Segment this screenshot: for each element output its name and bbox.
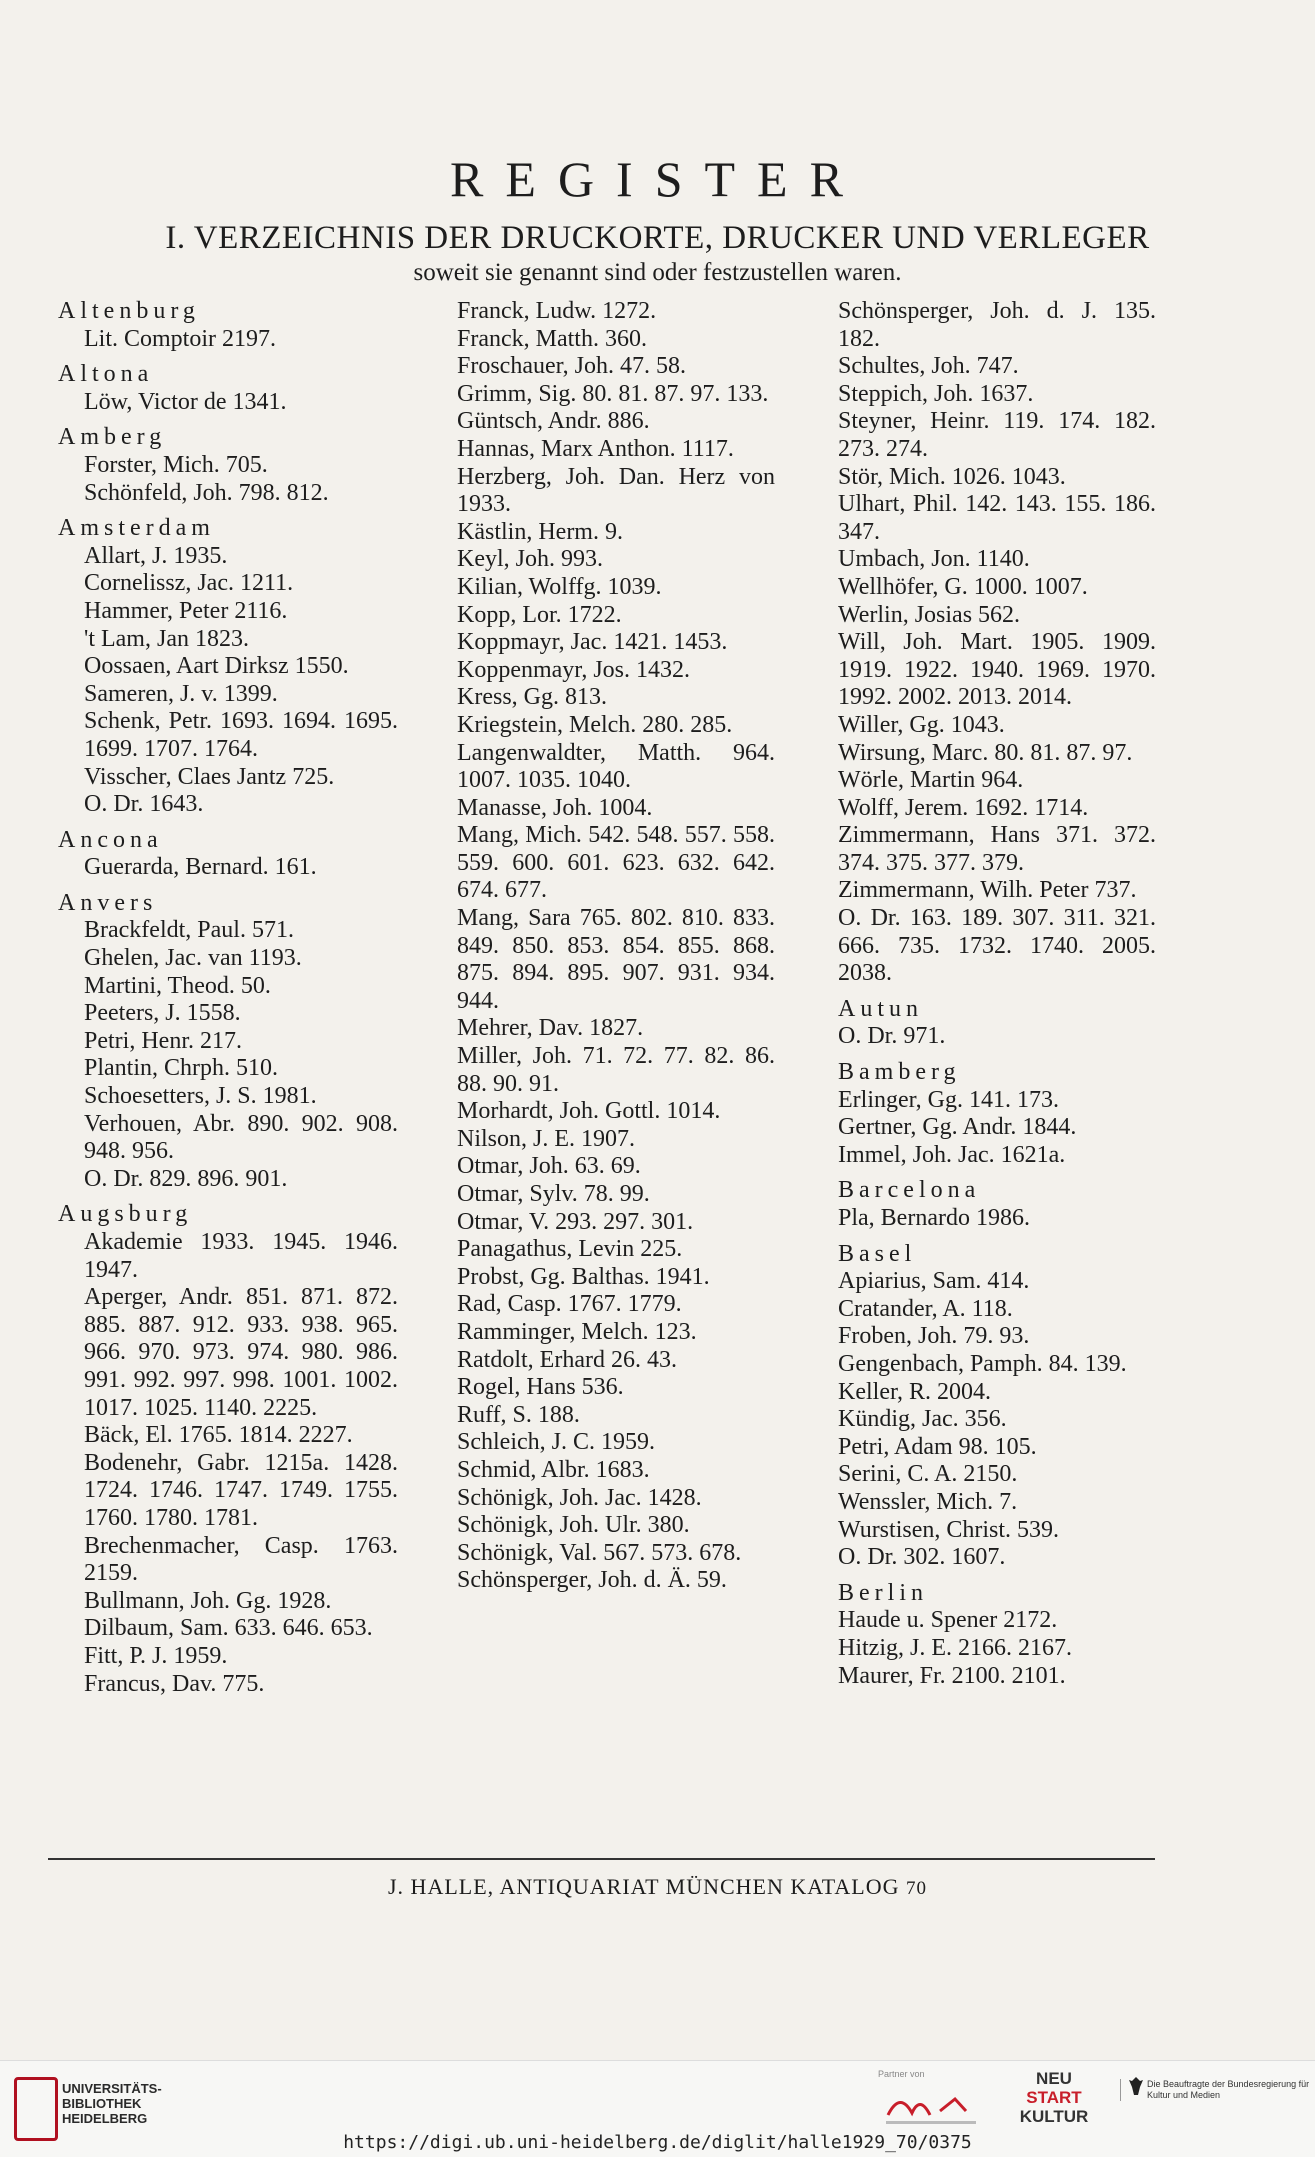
register-entry: Peeters, J. 1558. [84,1000,241,1027]
federal-commissioner-label: Die Beauftragte der Bundesregierung für Kultur und Medien [1120,2079,1315,2101]
register-entry: Keller, R. 2004. [838,1378,992,1405]
place-heading: Anvers [58,889,158,916]
register-entry: Kästlin, Herm. 9. [457,518,623,545]
register-entry: Werlin, Josias 562. [838,601,1021,628]
register-entry: Franck, Ludw. 1272. [457,298,657,324]
register-entry: Schönsperger, Joh. d. Ä. 59. [457,1567,727,1594]
register-entry: O. Dr. 971. [838,1023,946,1050]
register-entry: Lit. Comptoir 2197. [84,325,276,352]
page-url[interactable]: https://digi.ub.uni-heidelberg.de/diglit/halle1929_70/0375 [343,2132,972,2153]
register-entry: Kriegstein, Melch. 280. 285. [457,711,733,738]
register-entry: Rad, Casp. 1767. 1779. [457,1291,682,1318]
register-entry: Steyner, Heinr. 119. 174. 182. 273. 274. [838,408,1156,462]
register-entry: Haude u. Spener 2172. [838,1607,1058,1634]
register-entry: Gengenbach, Pamph. 84. 139. [838,1350,1127,1377]
page-number: 70 [905,1878,927,1899]
register-entry: Wenssler, Mich. 7. [838,1488,1018,1515]
register-entry: Mehrer, Dav. 1827. [457,1015,644,1042]
register-entry: Cornelissz, Jac. 1211. [84,570,294,597]
register-entry: Herzberg, Joh. Dan. Herz von 1933. [457,463,775,518]
register-entry: Hammer, Peter 2116. [84,597,288,624]
register-entry: Serini, C. A. 2150. [838,1461,1018,1488]
register-entry: Morhardt, Joh. Gottl. 1014. [457,1098,721,1125]
register-entry: O. Dr. 302. 1607. [838,1544,1006,1571]
register-entry: Kress, Gg. 813. [457,684,607,711]
digital-library-logo-icon[interactable] [880,2085,990,2129]
register-entry: Miller, Joh. 71. 72. 77. 82. 86. 88. 90. 91. [457,1043,775,1097]
register-entry: Wirsung, Marc. 80. 81. 87. 97. [838,739,1133,766]
register-entry: Wörle, Martin 964. [838,767,1024,794]
place-heading: Basel [838,1240,917,1267]
register-entry: Froschauer, Joh. 47. 58. [457,353,687,380]
register-entry: Oossaen, Aart Dirksz 1550. [84,653,349,680]
register-entry: Panagathus, Levin 225. [457,1236,683,1263]
register-entry: Franck, Matth. 360. [457,325,647,352]
register-column-2 [457,298,775,1595]
register-entry: Froben, Joh. 79. 93. [838,1323,1030,1350]
register-entry: Grimm, Sig. 80. 81. 87. 97. 133. [457,380,769,407]
register-entry: Koppmayr, Jac. 1421. 1453. [457,629,728,656]
place-heading: Barcelona [838,1177,981,1204]
place-heading: Autun [838,995,923,1022]
register-entry: Nilson, J. E. 1907. [457,1125,636,1152]
register-entry: Francus, Dav. 775. [84,1670,265,1697]
register-entry: Zimmermann, Hans 371. 372. 374. 375. 377. 379. [838,822,1156,876]
register-entry: 't Lam, Jan 1823. [84,625,249,652]
register-entry: Otmar, Joh. 63. 69. [457,1153,641,1180]
register-entry: Langenwaldter, Matth. 964. 1007. 1035. 1040. [457,739,775,794]
register-entry: Erlinger, Gg. 141. 173. [838,1086,1060,1113]
register-entry: Schoesetters, J. S. 1981. [84,1083,317,1110]
register-entry: Schönigk, Val. 567. 573. 678. [457,1539,742,1566]
register-entry: Schönigk, Joh. Jac. 1428. [457,1484,702,1511]
place-heading: Amberg [58,424,167,451]
footer-rule [48,1858,1155,1860]
register-entry: Koppenmayr, Jos. 1432. [457,656,691,683]
register-entry: Güntsch, Andr. 886. [457,408,650,435]
register-entry: Plantin, Chrph. 510. [84,1055,279,1082]
register-entry: Schleich, J. C. 1959. [457,1429,655,1456]
page-title: REGISTER [450,151,865,207]
register-entry: Probst, Gg. Balthas. 1941. [457,1263,710,1290]
register-entry: Pla, Bernardo 1986. [838,1205,1030,1231]
register-entry: Sameren, J. v. 1399. [84,680,278,707]
register-entry: Maurer, Fr. 2100. 2101. [838,1662,1066,1689]
place-heading: Ancona [58,826,163,853]
register-entry: Hannas, Marx Anthon. 1117. [457,435,734,462]
register-entry: Schönigk, Joh. Ulr. 380. [457,1512,690,1539]
register-entry: Ruff, S. 188. [457,1401,580,1428]
register-entry: Willer, Gg. 1043. [838,711,1005,738]
footer-text: J. HALLE, ANTIQUARIAT MÜNCHEN KATALOG [388,1874,900,1899]
register-entry: Forster, Mich. 705. [84,451,268,478]
register-entry: Löw, Victor de 1341. [84,388,287,415]
register-entry: Umbach, Jon. 1140. [838,546,1030,573]
register-column-3 [838,298,1156,1690]
register-entry: Bullmann, Joh. Gg. 1928. [84,1587,332,1614]
register-entry: Kilian, Wolffg. 1039. [457,573,662,600]
register-entry: Brechenmacher, Casp. 1763. 2159. [84,1532,398,1587]
register-entry: Gertner, Gg. Andr. 1844. [838,1114,1077,1141]
register-entry: Ghelen, Jac. van 1193. [84,945,302,972]
register-entry: Rogel, Hans 536. [457,1374,624,1401]
register-entry: Petri, Henr. 217. [84,1027,242,1054]
register-entry: Steppich, Joh. 1637. [838,380,1034,407]
register-entry: Schultes, Joh. 747. [838,353,1019,380]
register-entry: Martini, Theod. 50. [84,972,271,999]
place-heading: Amsterdam [58,515,215,542]
partner-label: Partner von [878,2069,925,2079]
register-entry: O. Dr. 163. 189. 307. 311. 321. 666. 735. 1732. 1740. 2005. 2038. [838,905,1156,987]
register-entry: Brackfeldt, Paul. 571. [84,917,294,944]
register-entry: Otmar, Sylv. 78. 99. [457,1181,650,1207]
register-entry: Ratdolt, Erhard 26. 43. [457,1346,677,1373]
register-entry: Guerarda, Bernard. 161. [84,854,317,881]
register-entry: Mang, Sara 765. 802. 810. 833. 849. 850. 853. 854. 855. 868. 875. 894. 895. 907. 931. 934. 944. [457,905,775,1014]
register-entry: Dilbaum, Sam. 633. 646. 653. [84,1615,373,1642]
register-entry: Apiarius, Sam. 414. [838,1268,1030,1295]
register-entry: Zimmermann, Wilh. Peter 737. [838,877,1137,904]
place-heading: Berlin [838,1579,928,1606]
register-entry: Schmid, Albr. 1683. [457,1456,650,1483]
register-entry: O. Dr. 1643. [84,791,204,818]
register-entry: Hitzig, J. E. 2166. 2167. [838,1634,1072,1661]
section-subline: soweit sie genannt sind oder festzustellen waren. [413,259,902,286]
register-entry: Kündig, Jac. 356. [838,1406,1007,1433]
register-entry: Ulhart, Phil. 142. 143. 155. 186. 347. [838,491,1156,545]
register-entry: O. Dr. 829. 896. 901. [84,1165,288,1192]
register-entry: Allart, J. 1935. [84,542,228,569]
page-footer [0,1874,1315,1900]
register-entry: Bodenehr, Gabr. 1215a. 1428. 1724. 1746. 1747. 1749. 1755. 1760. 1780. 1781. [84,1449,398,1531]
register-entry: Petri, Adam 98. 105. [838,1433,1037,1460]
register-entry: Verhouen, Abr. 890. 902. 908. 948. 956. [84,1110,398,1165]
register-entry: Stör, Mich. 1026. 1043. [838,463,1066,490]
register-entry: Wolff, Jerem. 1692. 1714. [838,794,1089,821]
register-entry: Schenk, Petr. 1693. 1694. 1695. 1699. 1707. 1764. [84,708,398,762]
register-column-1 [58,298,398,1698]
register-entry: Ramminger, Melch. 123. [457,1318,697,1345]
register-entry: Mang, Mich. 542. 548. 557. 558. 559. 600. 601. 623. 632. 642. 674. 677. [457,822,775,904]
register-entry: Will, Joh. Mart. 1905. 1909. 1919. 1922. 1940. 1969. 1970. 1992. 2002. 2013. 2014. [838,629,1156,711]
place-heading: Altenburg [58,298,200,324]
register-entry: Schönfeld, Joh. 798. 812. [84,479,329,506]
register-entry: Akademie 1933. 1945. 1946. 1947. [84,1229,398,1283]
viewer-bottom-bar [0,2060,1315,2157]
register-entry: Visscher, Claes Jantz 725. [84,763,335,790]
place-heading: Altona [58,361,154,388]
register-entry: Immel, Joh. Jac. 1621a. [838,1141,1066,1168]
place-heading: Augsburg [58,1201,193,1228]
register-entry: Bäck, El. 1765. 1814. 2227. [84,1422,353,1449]
register-entry: Manasse, Joh. 1004. [457,794,653,821]
register-entry: Fitt, P. J. 1959. [84,1642,228,1669]
register-entry: Schönsperger, Joh. d. J. 135. 182. [838,298,1156,352]
register-entry: Kopp, Lor. 1722. [457,601,622,628]
register-entry: Aperger, Andr. 851. 871. 872. 885. 887. 912. 933. 938. 965. 966. 970. 973. 974. 980. 986. 991. 992. 997. 998. 1001. 1002. 1017. 1025. 1140. 2225. [84,1284,398,1421]
register-entry: Wurstisen, Christ. 539. [838,1516,1060,1543]
university-library-logo[interactable]: UNIVERSITÄTS- BIBLIOTHEK HEIDELBERG [14,2071,184,2141]
section-heading: I. VERZEICHNIS DER DRUCKORTE, DRUCKER UND VERLEGER [165,220,1150,256]
register-entry: Keyl, Joh. 993. [457,546,603,573]
register-entry: Cratander, A. 118. [838,1295,1013,1322]
register-entry: Otmar, V. 293. 297. 301. [457,1208,694,1235]
neustart-kultur-logo[interactable]: NEU START KULTUR [1019,2069,1089,2126]
place-heading: Bamberg [838,1059,961,1086]
register-entry: Wellhöfer, G. 1000. 1007. [838,573,1088,600]
